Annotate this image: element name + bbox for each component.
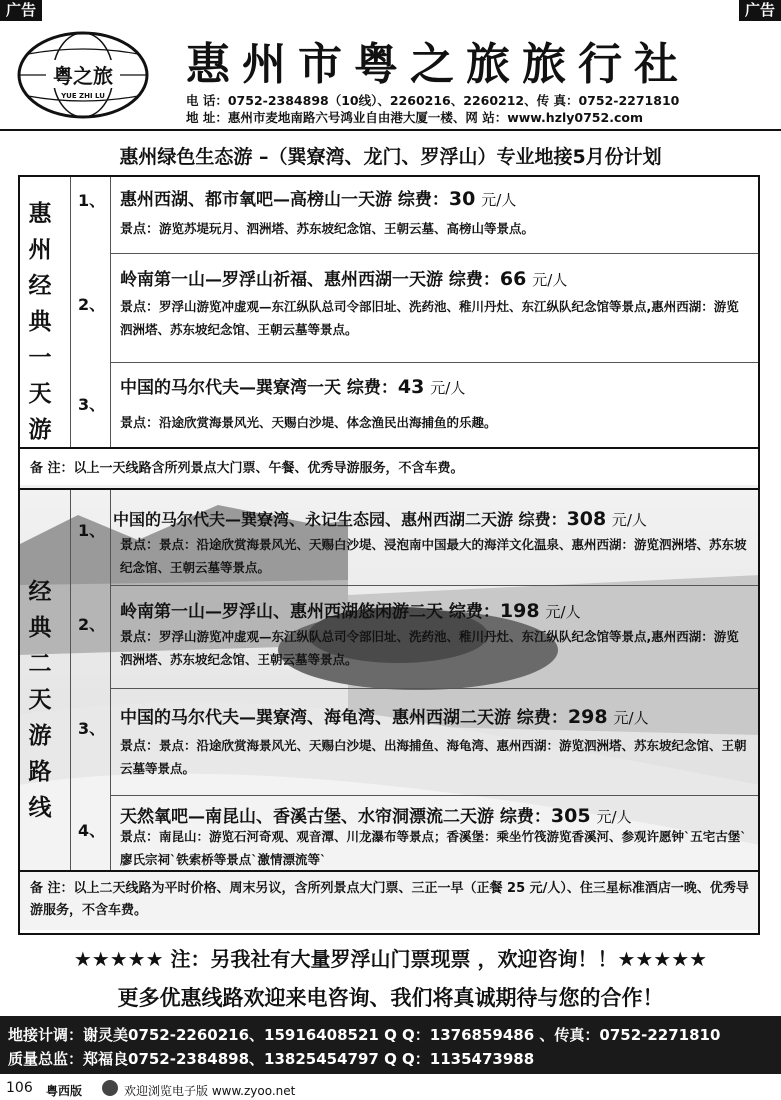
route-spots: 景点：沿途欣赏海景风光、天赐白沙堤、体念渔民出海捕鱼的乐趣。 [120, 415, 497, 431]
logo-pinyin: YUE ZHI LU [61, 92, 105, 100]
route-title: 岭南第一山—罗浮山祈福、惠州西湖一天游 综费：66 元/人 [120, 268, 568, 290]
page-bottom [0, 1076, 781, 1100]
route-spots: 景点：景点：沿途欣赏海景风光、天赐白沙堤、出海捕鱼、海龟湾、惠州西湖：游览泗洲塔、苏东坡纪念馆、王朝云墓等景点。 [120, 738, 747, 776]
route-number: 3、 [78, 719, 106, 738]
header [0, 22, 781, 128]
route-number: 3、 [78, 395, 106, 414]
route-spots: 景点：罗浮山游览冲虚观—东江纵队总司令部旧址、洗药池、稚川丹灶、东江纵队纪念馆等景点,惠州西湖：游览泗洲塔、苏东坡纪念馆、王朝云墓等景点。 [120, 629, 739, 667]
page-number: 106 [6, 1080, 33, 1096]
ad-label-right: 广告 [739, 0, 781, 21]
company-logo [16, 30, 151, 120]
star-note: ★★★★★ 注：另我社有大量罗浮山门票现票 ，欢迎咨询！！★★★★★ [73, 947, 708, 971]
site-logo-icon [102, 1080, 118, 1096]
section2-note: 备 注：以上二天线路为平时价格、周末另议，含所列景点大门票、三正一早（正餐 25 元/人）、住三星标准酒店一晚、优秀导游服务，不含车费。 [30, 881, 749, 918]
contact-footer [0, 1016, 781, 1074]
route-spots: 景点：景点：沿途欣赏海景风光、天赐白沙堤、浸泡南中国最大的海洋文化温泉、惠州西湖：游览泗洲塔、苏东坡纪念馆、王朝云墓等景点。 [120, 537, 747, 575]
call-to-action: 更多优惠线路欢迎来电咨询、我们将真诚期待与您的合作！ [117, 986, 664, 1010]
site-text: 欢迎浏览电子版 www.zyoo.net [124, 1084, 296, 1098]
route-spots: 景点：罗浮山游览冲虚观—东江纵队总司令部旧址、洗药池、稚川丹灶、东江纵队纪念馆等景点,惠州西湖：游览泗洲塔、苏东坡纪念馆、王朝云墓等景点。 [120, 299, 739, 337]
route-number: 2、 [78, 295, 106, 314]
route-number: 1、 [78, 191, 106, 210]
header-divider [0, 129, 781, 131]
logo-text: 粤之旅 [53, 64, 113, 88]
company-name: 惠州市粤之旅旅行社 [186, 39, 690, 90]
route-title: 中国的马尔代夫—巽寮湾一天 综费：43 元/人 [120, 376, 466, 398]
route-spots: 景点：南昆山：游览石河奇观、观音潭、川龙瀑布等景点；香溪堡：乘坐竹筏游览香溪河、参观许愿钟`五宅古堡`廖氏宗祠`铁索桥等景点`激情漂流等` [120, 829, 747, 867]
footer-line-quality-contact: 质量总监：郑福良0752-2384898、13825454797 Q Q：1135473988 [8, 1050, 535, 1068]
route-number: 2、 [78, 615, 106, 634]
address-line: 地 址：惠州市麦地南路六号鸿业自由港大厦一楼、网 站：www.hzly0752.com [186, 110, 643, 125]
route-title: 中国的马尔代夫—巽寮湾、海龟湾、惠州西湖二天游 综费：298 元/人 [120, 706, 649, 728]
section1-note: 备 注：以上一天线路含所列景点大门票、午餐、优秀导游服务，不含车费。 [30, 461, 464, 476]
route-number: 4、 [78, 821, 106, 840]
plan-title: 惠州绿色生态游 –（巽寮湾、龙门、罗浮山）专业地接5月份计划 [119, 146, 662, 168]
route-title: 惠州西湖、都市氧吧—高榜山一天游 综费：30 元/人 [120, 188, 517, 210]
phone-line: 电 话：0752-2384898（10线）、2260216、2260212、传 真：0752-2271810 [186, 93, 680, 108]
route-number: 1、 [78, 521, 106, 540]
route-title: 天然氧吧—南昆山、香溪古堡、水帘洞漂流二天游 综费：305 元/人 [120, 805, 632, 827]
route-title: 岭南第一山—罗浮山、惠州西湖悠闲游二天 综费：198 元/人 [120, 600, 581, 622]
route-title: 中国的马尔代夫—巽寮湾、永记生态园、惠州西湖二天游 综费：308 元/人 [113, 508, 647, 530]
edition-label: 粤西版 [46, 1084, 83, 1098]
section-label-two-day: 经 典 二 天 游 路 线 [28, 579, 52, 821]
section-label-one-day: 惠 州 经 典 一 天 游 [28, 201, 52, 443]
ad-label-left: 广告 [0, 0, 42, 21]
footer-line-tour-contact: 地接计调：谢灵美0752-2260216、15916408521 Q Q：1376859486 、传真：0752-2271810 [8, 1026, 721, 1044]
route-spots: 景点：游览苏堤玩月、泗洲塔、苏东坡纪念馆、王朝云墓、高榜山等景点。 [120, 221, 535, 237]
